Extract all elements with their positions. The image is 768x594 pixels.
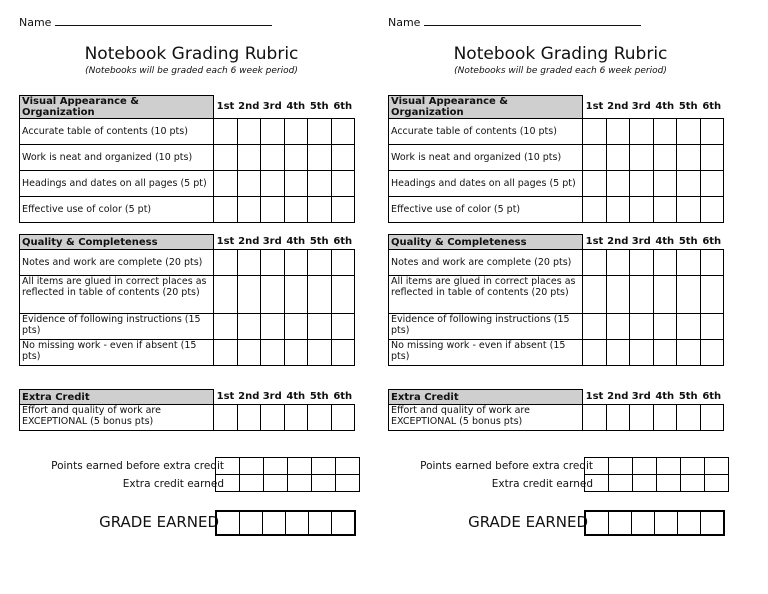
score-cell[interactable] (237, 171, 261, 197)
grade-earned-cells (584, 510, 725, 536)
score-cell[interactable] (308, 314, 332, 340)
grade-cell[interactable] (217, 512, 240, 534)
extra-credit-cells (584, 475, 729, 492)
score-cell[interactable] (633, 458, 657, 474)
grade-earned-label: GRADE EARNED (468, 513, 588, 531)
score-cell[interactable] (312, 458, 336, 474)
name-label: Name (388, 16, 421, 29)
score-cell[interactable] (583, 197, 607, 223)
score-cell[interactable] (284, 119, 308, 145)
score-cell[interactable] (214, 340, 238, 366)
period-header: 1st (583, 96, 607, 119)
score-cell[interactable] (633, 475, 657, 491)
grade-cell[interactable] (332, 512, 354, 534)
name-line (388, 16, 641, 29)
grade-cell[interactable] (286, 512, 309, 534)
score-cell[interactable] (585, 475, 609, 491)
period-header: 4th (284, 390, 308, 405)
grade-earned-row (19, 510, 364, 536)
section-table (19, 95, 355, 223)
points-before-label: Points earned before extra credit (420, 460, 593, 472)
score-cell[interactable] (583, 405, 607, 431)
extra-credit-row (19, 475, 364, 493)
grade-earned-row (388, 510, 733, 536)
period-header: 5th (677, 390, 701, 405)
period-header: 6th (331, 390, 355, 405)
score-cell[interactable] (681, 458, 705, 474)
score-cell[interactable] (700, 197, 724, 223)
score-cell[interactable] (606, 340, 630, 366)
score-cell[interactable] (583, 340, 607, 366)
name-blank[interactable] (55, 16, 272, 26)
score-cell[interactable] (331, 119, 355, 145)
criterion-label: All items are glued in correct places as reflected in table of contents (20 pts) (20, 276, 214, 314)
score-cell[interactable] (261, 197, 285, 223)
grade-earned-cells (215, 510, 356, 536)
score-cell[interactable] (677, 197, 701, 223)
score-cell[interactable] (606, 197, 630, 223)
score-cell[interactable] (261, 405, 285, 431)
criterion-label: Headings and dates on all pages (5 pt) (389, 171, 583, 197)
section-heading: Extra Credit (20, 390, 214, 405)
score-cell[interactable] (606, 276, 630, 314)
grade-cell[interactable] (586, 512, 609, 534)
score-cell[interactable] (288, 458, 312, 474)
score-cell[interactable] (677, 276, 701, 314)
criterion-label: Accurate table of contents (10 pts) (389, 119, 583, 145)
score-cell[interactable] (336, 458, 359, 474)
score-cell[interactable] (630, 171, 654, 197)
period-header: 3rd (261, 235, 285, 250)
section-table (388, 234, 724, 366)
period-header: 4th (653, 390, 677, 405)
score-cell[interactable] (677, 119, 701, 145)
period-header: 1st (214, 96, 238, 119)
rubric-subtitle: (Notebooks will be graded each 6 week period) (454, 66, 667, 76)
extra-credit-cells (215, 475, 360, 492)
score-cell[interactable] (630, 405, 654, 431)
extra-credit-label: Extra credit earned (122, 478, 224, 490)
score-cell[interactable] (308, 197, 332, 223)
score-cell[interactable] (653, 171, 677, 197)
grade-cell[interactable] (701, 512, 723, 534)
criterion-label: Effort and quality of work are EXCEPTIONAL (5 bonus pts) (389, 405, 583, 431)
score-cell[interactable] (216, 458, 240, 474)
period-header: 2nd (606, 96, 630, 119)
score-cell[interactable] (237, 145, 261, 171)
extra-credit-row (388, 475, 733, 493)
score-cell[interactable] (331, 171, 355, 197)
summary (388, 457, 733, 493)
score-cell[interactable] (653, 405, 677, 431)
criterion-label: Work is neat and organized (10 pts) (20, 145, 214, 171)
score-cell[interactable] (606, 171, 630, 197)
score-cell[interactable] (284, 276, 308, 314)
score-cell[interactable] (237, 405, 261, 431)
criterion-label: All items are glued in correct places as reflected in table of contents (20 pts) (389, 276, 583, 314)
score-cell[interactable] (657, 475, 681, 491)
score-cell[interactable] (606, 314, 630, 340)
period-header: 4th (653, 235, 677, 250)
score-cell[interactable] (700, 119, 724, 145)
score-cell[interactable] (677, 171, 701, 197)
score-cell[interactable] (214, 171, 238, 197)
score-cell[interactable] (677, 405, 701, 431)
score-cell[interactable] (677, 250, 701, 276)
score-cell[interactable] (653, 197, 677, 223)
period-header: 2nd (606, 390, 630, 405)
period-header: 3rd (630, 390, 654, 405)
period-header: 3rd (261, 96, 285, 119)
period-header: 6th (700, 235, 724, 250)
score-cell[interactable] (606, 145, 630, 171)
grade-cell[interactable] (609, 512, 632, 534)
score-cell[interactable] (284, 405, 308, 431)
criterion-label: Effective use of color (5 pt) (389, 197, 583, 223)
score-cell[interactable] (677, 314, 701, 340)
score-cell[interactable] (700, 171, 724, 197)
period-header: 2nd (237, 390, 261, 405)
score-cell[interactable] (261, 314, 285, 340)
period-header: 2nd (237, 96, 261, 119)
period-header: 6th (700, 96, 724, 119)
score-cell[interactable] (630, 250, 654, 276)
points-before-label: Points earned before extra credit (51, 460, 224, 472)
score-cell[interactable] (336, 475, 359, 491)
score-cell[interactable] (261, 145, 285, 171)
section-heading: Extra Credit (389, 390, 583, 405)
score-cell[interactable] (653, 314, 677, 340)
period-header: 1st (214, 235, 238, 250)
score-cell[interactable] (657, 458, 681, 474)
period-header: 5th (308, 390, 332, 405)
criterion-label: Effort and quality of work are EXCEPTIONAL (5 bonus pts) (20, 405, 214, 431)
score-cell[interactable] (308, 250, 332, 276)
score-cell[interactable] (308, 119, 332, 145)
score-cell[interactable] (700, 250, 724, 276)
score-cell[interactable] (583, 145, 607, 171)
score-cell[interactable] (583, 314, 607, 340)
score-cell[interactable] (308, 276, 332, 314)
section-heading: Quality & Completeness (389, 235, 583, 250)
score-cell[interactable] (288, 475, 312, 491)
score-cell[interactable] (331, 276, 355, 314)
score-cell[interactable] (700, 314, 724, 340)
period-header: 5th (677, 96, 701, 119)
score-cell[interactable] (308, 340, 332, 366)
points-before-row (19, 457, 364, 475)
score-cell[interactable] (312, 475, 336, 491)
score-cell[interactable] (214, 276, 238, 314)
period-header: 5th (677, 235, 701, 250)
score-cell[interactable] (237, 314, 261, 340)
score-cell[interactable] (308, 405, 332, 431)
score-cell[interactable] (606, 405, 630, 431)
score-cell[interactable] (705, 458, 728, 474)
score-cell[interactable] (240, 458, 264, 474)
section-heading: Visual Appearance & Organization (20, 96, 214, 119)
section-table (388, 95, 724, 223)
score-cell[interactable] (630, 119, 654, 145)
score-cell[interactable] (261, 171, 285, 197)
points-before-row (388, 457, 733, 475)
score-cell[interactable] (583, 119, 607, 145)
score-cell[interactable] (630, 197, 654, 223)
score-cell[interactable] (284, 197, 308, 223)
name-label: Name (19, 16, 52, 29)
score-cell[interactable] (677, 145, 701, 171)
score-cell[interactable] (284, 314, 308, 340)
summary (19, 457, 364, 493)
score-cell[interactable] (216, 475, 240, 491)
score-cell[interactable] (237, 250, 261, 276)
score-cell[interactable] (653, 119, 677, 145)
criterion-label: No missing work - even if absent (15 pts) (20, 340, 214, 366)
criterion-label: Headings and dates on all pages (5 pt) (20, 171, 214, 197)
score-cell[interactable] (331, 405, 355, 431)
score-cell[interactable] (630, 314, 654, 340)
period-header: 1st (583, 390, 607, 405)
rubric-left (19, 0, 364, 594)
score-cell[interactable] (264, 458, 288, 474)
rubric-title: Notebook Grading Rubric (453, 44, 668, 64)
score-cell[interactable] (264, 475, 288, 491)
score-cell[interactable] (700, 276, 724, 314)
score-cell[interactable] (653, 145, 677, 171)
points-before-cells (215, 457, 360, 475)
score-cell[interactable] (677, 340, 701, 366)
score-cell[interactable] (331, 197, 355, 223)
grade-cell[interactable] (678, 512, 701, 534)
score-cell[interactable] (308, 145, 332, 171)
score-cell[interactable] (331, 250, 355, 276)
score-cell[interactable] (308, 171, 332, 197)
period-header: 6th (331, 96, 355, 119)
score-cell[interactable] (630, 340, 654, 366)
score-cell[interactable] (700, 145, 724, 171)
score-cell[interactable] (609, 458, 633, 474)
grade-cell[interactable] (263, 512, 286, 534)
score-cell[interactable] (237, 340, 261, 366)
score-cell[interactable] (630, 276, 654, 314)
score-cell[interactable] (700, 340, 724, 366)
rubric-subtitle: (Notebooks will be graded each 6 week period) (85, 66, 298, 76)
score-cell[interactable] (585, 458, 609, 474)
section-table (19, 234, 355, 366)
points-before-cells (584, 457, 729, 475)
grade-cell[interactable] (655, 512, 678, 534)
score-cell[interactable] (240, 475, 264, 491)
score-cell[interactable] (214, 145, 238, 171)
period-header: 5th (308, 235, 332, 250)
grade-earned-label: GRADE EARNED (99, 513, 219, 531)
score-cell[interactable] (237, 197, 261, 223)
period-header: 3rd (630, 96, 654, 119)
score-cell[interactable] (237, 276, 261, 314)
period-header: 3rd (630, 235, 654, 250)
score-cell[interactable] (653, 276, 677, 314)
section-table (19, 389, 355, 431)
score-cell[interactable] (261, 250, 285, 276)
score-cell[interactable] (630, 145, 654, 171)
score-cell[interactable] (653, 340, 677, 366)
score-cell[interactable] (284, 171, 308, 197)
score-cell[interactable] (214, 119, 238, 145)
period-header: 1st (214, 390, 238, 405)
score-cell[interactable] (284, 250, 308, 276)
score-cell[interactable] (214, 405, 238, 431)
period-header: 4th (284, 235, 308, 250)
score-cell[interactable] (261, 276, 285, 314)
grade-cell[interactable] (240, 512, 263, 534)
criterion-label: Evidence of following instructions (15 pts) (389, 314, 583, 340)
criterion-label: Effective use of color (5 pt) (20, 197, 214, 223)
score-cell[interactable] (583, 276, 607, 314)
rubric-right (388, 0, 733, 594)
period-header: 5th (308, 96, 332, 119)
score-cell[interactable] (653, 250, 677, 276)
period-header: 6th (331, 235, 355, 250)
score-cell[interactable] (284, 145, 308, 171)
extra-credit-label: Extra credit earned (491, 478, 593, 490)
criterion-label: No missing work - even if absent (15 pts) (389, 340, 583, 366)
score-cell[interactable] (583, 250, 607, 276)
score-cell[interactable] (331, 145, 355, 171)
criterion-label: Notes and work are complete (20 pts) (20, 250, 214, 276)
score-cell[interactable] (237, 119, 261, 145)
score-cell[interactable] (700, 405, 724, 431)
name-blank[interactable] (424, 16, 641, 26)
period-header: 3rd (261, 390, 285, 405)
period-header: 2nd (606, 235, 630, 250)
score-cell[interactable] (261, 119, 285, 145)
criterion-label: Evidence of following instructions (15 pts) (20, 314, 214, 340)
score-cell[interactable] (214, 314, 238, 340)
criterion-label: Work is neat and organized (10 pts) (389, 145, 583, 171)
section-heading: Visual Appearance & Organization (389, 96, 583, 119)
period-header: 2nd (237, 235, 261, 250)
rubric-title: Notebook Grading Rubric (84, 44, 299, 64)
period-header: 6th (700, 390, 724, 405)
period-header: 4th (284, 96, 308, 119)
grade-cell[interactable] (309, 512, 332, 534)
grade-cell[interactable] (632, 512, 655, 534)
score-cell[interactable] (331, 340, 355, 366)
score-cell[interactable] (606, 119, 630, 145)
score-cell[interactable] (705, 475, 728, 491)
criterion-label: Notes and work are complete (20 pts) (389, 250, 583, 276)
score-cell[interactable] (681, 475, 705, 491)
score-cell[interactable] (331, 314, 355, 340)
criterion-label: Accurate table of contents (10 pts) (20, 119, 214, 145)
score-cell[interactable] (284, 340, 308, 366)
period-header: 1st (583, 235, 607, 250)
name-line (19, 16, 272, 29)
score-cell[interactable] (261, 340, 285, 366)
score-cell[interactable] (583, 171, 607, 197)
score-cell[interactable] (609, 475, 633, 491)
section-table (388, 389, 724, 431)
period-header: 4th (653, 96, 677, 119)
section-heading: Quality & Completeness (20, 235, 214, 250)
score-cell[interactable] (606, 250, 630, 276)
score-cell[interactable] (214, 250, 238, 276)
score-cell[interactable] (214, 197, 238, 223)
